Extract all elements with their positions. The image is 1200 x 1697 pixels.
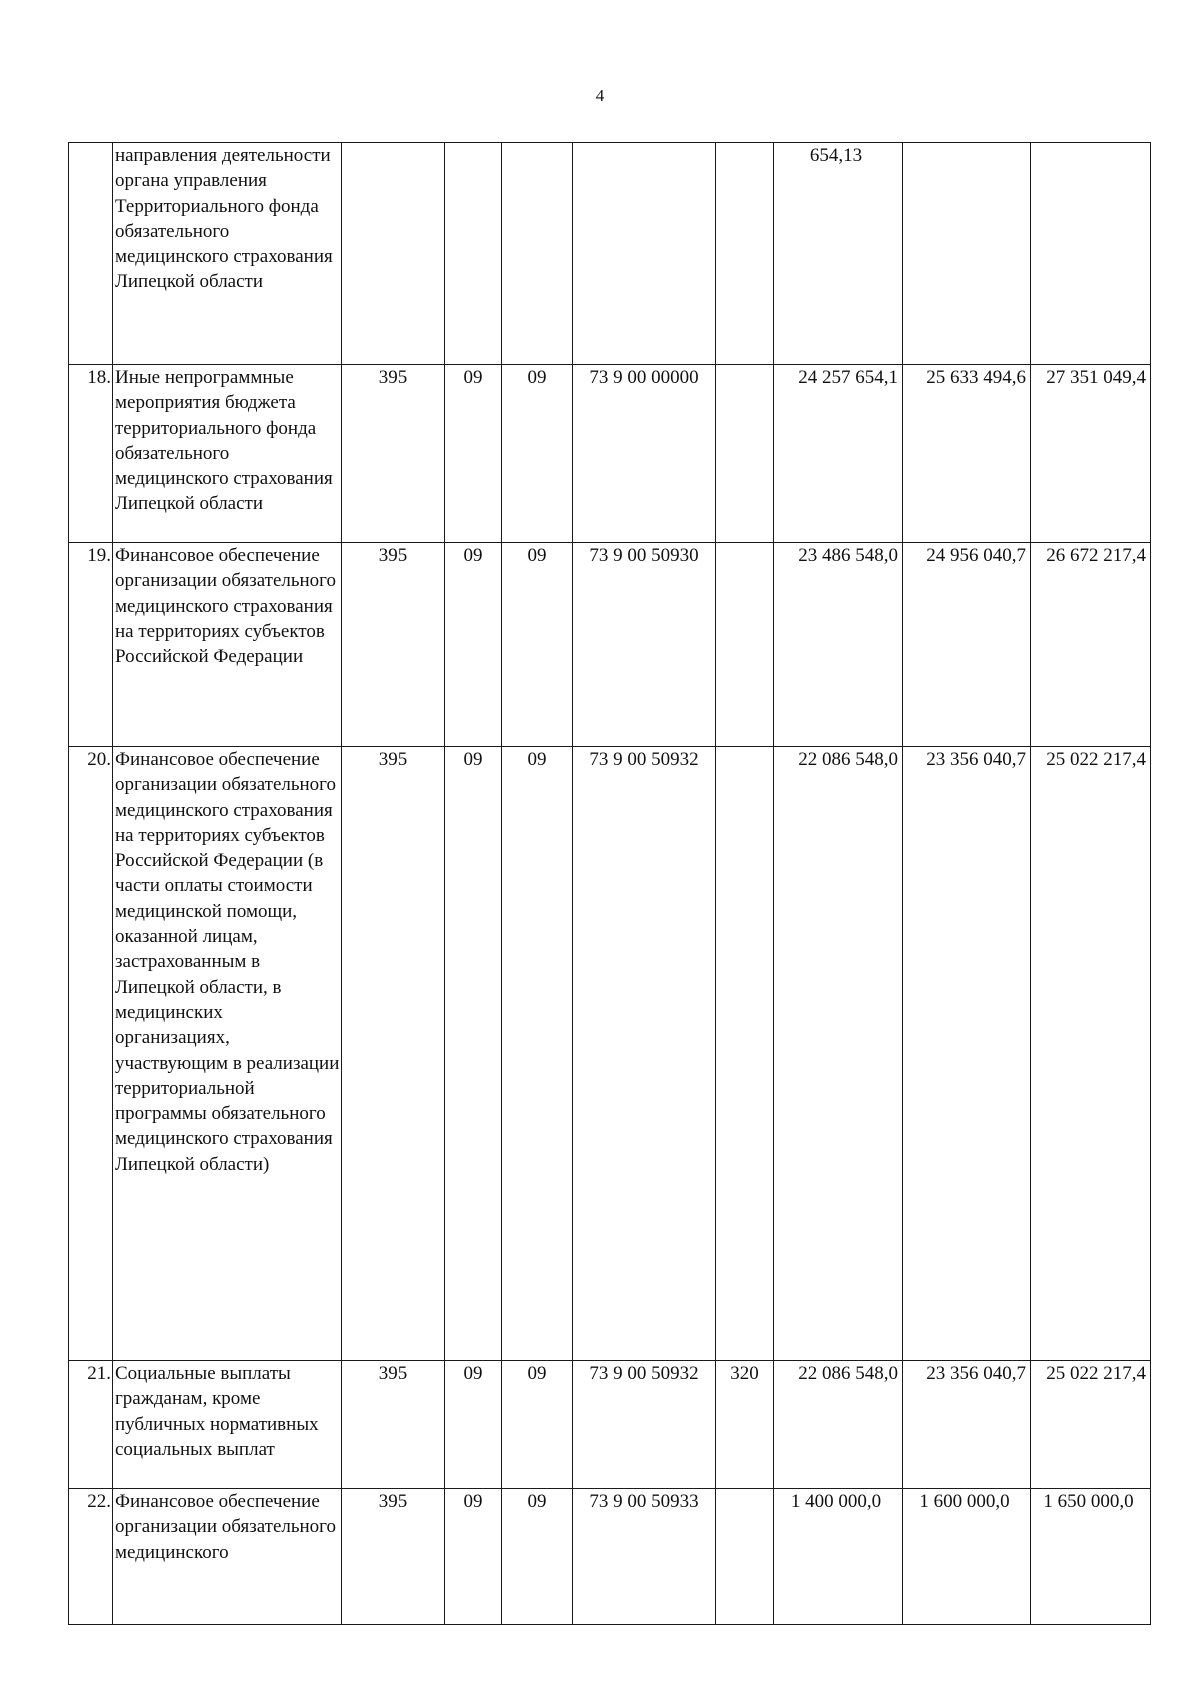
row-number [69, 143, 113, 365]
cell-section: 09 [445, 747, 502, 1361]
cell-target-article: 73 9 00 50932 [573, 1361, 716, 1489]
cell-expense-type [716, 747, 774, 1361]
cell-amount-year1: 1 400 000,0 [774, 1489, 903, 1625]
cell-grbs [342, 143, 445, 365]
cell-amount-year3: 1 650 000,0 [1031, 1489, 1151, 1625]
cell-expense-type [716, 543, 774, 747]
table-row [69, 143, 1151, 365]
cell-target-article [573, 143, 716, 365]
cell-subsection: 09 [502, 1361, 573, 1489]
cell-amount-year1: 23 486 548,0 [774, 543, 903, 747]
cell-amount-year2: 1 600 000,0 [903, 1489, 1031, 1625]
cell-expense-type [716, 1489, 774, 1625]
table-row [69, 365, 1151, 543]
row-name: Финансовое обеспечение организации обязательного медицинского страхования на территориях субъектов Российской Федерации [113, 543, 342, 747]
cell-expense-type [716, 365, 774, 543]
row-number: 21. [69, 1361, 113, 1489]
cell-amount-year3: 25 022 217,4 [1031, 747, 1151, 1361]
row-number: 22. [69, 1489, 113, 1625]
cell-grbs: 395 [342, 543, 445, 747]
cell-amount-year1: 22 086 548,0 [774, 747, 903, 1361]
cell-amount-year1: 24 257 654,1 [774, 365, 903, 543]
row-number: 19. [69, 543, 113, 747]
cell-section [445, 143, 502, 365]
cell-subsection: 09 [502, 747, 573, 1361]
cell-expense-type [716, 143, 774, 365]
cell-amount-year2: 23 356 040,7 [903, 1361, 1031, 1489]
row-name: Финансовое обеспечение организации обязательного медицинского [113, 1489, 342, 1625]
cell-amount-year3: 26 672 217,4 [1031, 543, 1151, 747]
row-number: 18. [69, 365, 113, 543]
cell-section: 09 [445, 543, 502, 747]
cell-amount-year2: 23 356 040,7 [903, 747, 1031, 1361]
cell-amount-year1: 654,13 [774, 143, 903, 365]
row-name: Иные непрограммные мероприятия бюджета территориального фонда обязательного медицинского страхования Липецкой области [113, 365, 342, 543]
row-name: направления деятельности органа управления Территориального фонда обязательного медицинского страхования Липецкой области [113, 143, 342, 365]
budget-table [68, 142, 1151, 1625]
page-number: 4 [595, 86, 605, 105]
table-row [69, 1361, 1151, 1489]
cell-subsection [502, 143, 573, 365]
cell-expense-type: 320 [716, 1361, 774, 1489]
cell-section: 09 [445, 1489, 502, 1625]
row-name: Финансовое обеспечение организации обязательного медицинского страхования на территориях субъектов Российской Федерации (в части оплаты стоимости медицинской помощи, оказанной лицам, застрахованным в Липецкой области, в медицинских организациях, участвующим в реализации территориальной программы обязательного медицинского страхования Липецкой области) [113, 747, 342, 1361]
cell-section: 09 [445, 365, 502, 543]
cell-target-article: 73 9 00 00000 [573, 365, 716, 543]
cell-amount-year3 [1031, 143, 1151, 365]
table-row [69, 1489, 1151, 1625]
table-row [69, 747, 1151, 1361]
cell-target-article: 73 9 00 50932 [573, 747, 716, 1361]
cell-amount-year3: 27 351 049,4 [1031, 365, 1151, 543]
cell-amount-year3: 25 022 217,4 [1031, 1361, 1151, 1489]
row-name: Социальные выплаты гражданам, кроме публичных нормативных социальных выплат [113, 1361, 342, 1489]
cell-amount-year2: 24 956 040,7 [903, 543, 1031, 747]
cell-grbs: 395 [342, 1489, 445, 1625]
cell-amount-year2 [903, 143, 1031, 365]
cell-amount-year1: 22 086 548,0 [774, 1361, 903, 1489]
cell-subsection: 09 [502, 1489, 573, 1625]
cell-subsection: 09 [502, 365, 573, 543]
cell-subsection: 09 [502, 543, 573, 747]
table-row [69, 543, 1151, 747]
cell-target-article: 73 9 00 50933 [573, 1489, 716, 1625]
cell-target-article: 73 9 00 50930 [573, 543, 716, 747]
cell-grbs: 395 [342, 365, 445, 543]
cell-amount-year2: 25 633 494,6 [903, 365, 1031, 543]
cell-grbs: 395 [342, 747, 445, 1361]
cell-section: 09 [445, 1361, 502, 1489]
row-number: 20. [69, 747, 113, 1361]
cell-grbs: 395 [342, 1361, 445, 1489]
